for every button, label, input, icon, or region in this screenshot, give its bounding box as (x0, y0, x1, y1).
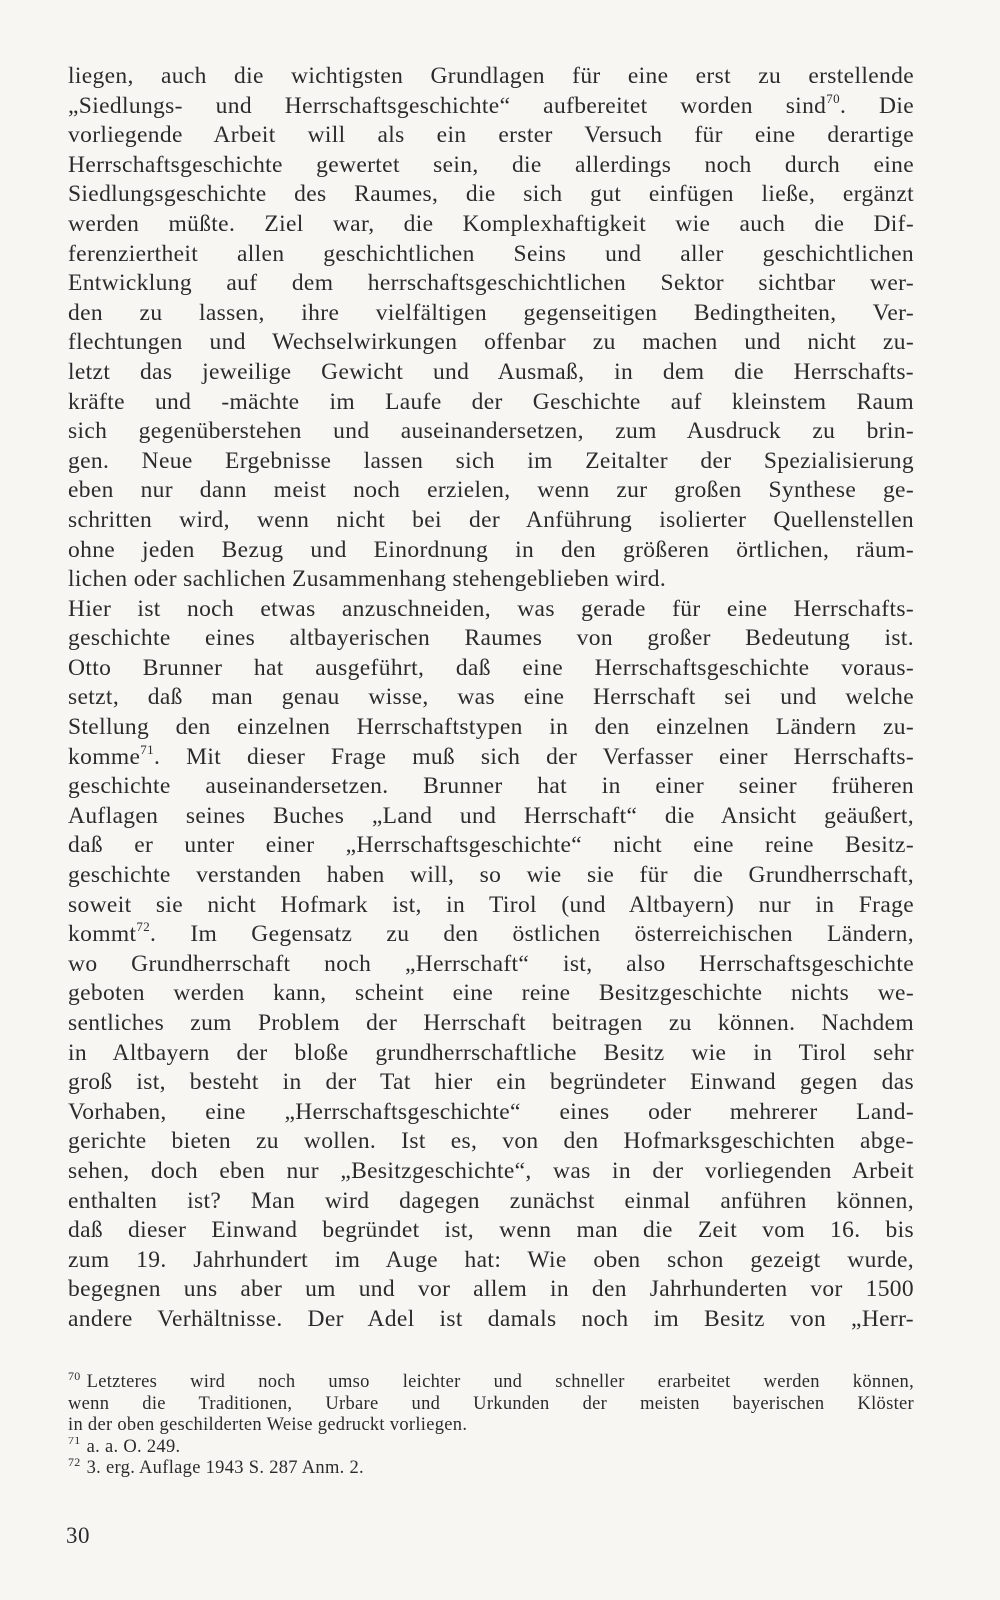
text-line-content: Auflagen seines Buches „Land und Herrschaft“ die Ansicht geäußert, (68, 802, 914, 829)
footnote-number: 70 (68, 1372, 81, 1383)
text-line-content: Stellung den einzelnen Herrschaftstypen in den einzelnen Ländern zu- (68, 714, 914, 741)
text-line-content: daß dieser Einwand begründet ist, wenn man die Zeit vom 16. bis (68, 1217, 914, 1244)
text-line (68, 979, 914, 1009)
text-line (68, 1157, 914, 1187)
text-line-content: „Siedlungs- und Herrschaftsgeschichte“ aufbereitet worden sind (68, 92, 827, 119)
text-line-content: kräfte und -mächte im Laufe der Geschichte auf kleinstem Raum (68, 388, 914, 415)
text-line-content: wo Grundherrschaft noch „Herrschaft“ ist, also Herrschaftsgeschichte (68, 950, 914, 977)
text-line (68, 299, 914, 329)
text-line-content: schritten wird, wenn nicht bei der Anführung isolierter Quellenstellen (68, 506, 914, 533)
text-line-content: kommt (68, 921, 137, 948)
text-line-content: ferenziertheit allen geschichtlichen Seins und aller geschichtlichen (68, 240, 914, 267)
footnote-line (68, 1394, 914, 1416)
text-line-content: begegnen uns aber um und vor allem in den Jahrhunderten vor 1500 (68, 1276, 914, 1303)
text-line-content: Entwicklung auf dem herrschaftsgeschichtlichen Sektor sichtbar wer- (68, 270, 914, 297)
text-line-content: eben nur dann meist noch erzielen, wenn zur großen Synthese ge- (68, 477, 914, 504)
footnote-number: 71 (68, 1436, 81, 1448)
text-line (68, 802, 914, 832)
text-line (68, 151, 914, 181)
text-line-content: daß er unter einer „Herrschaftsgeschichte“ nicht eine reine Besitz- (68, 832, 914, 859)
text-line-content: komme (68, 743, 141, 770)
text-line-content: zum 19. Jahrhundert im Auge hat: Wie oben schon gezeigt wurde, (68, 1246, 914, 1273)
text-line (68, 358, 914, 388)
text-line (68, 388, 914, 418)
text-line (68, 1039, 914, 1069)
text-line (68, 240, 914, 270)
text-line-content: in Altbayern der bloße grundherrschaftliche Besitz wie in Tirol sehr (68, 1039, 914, 1066)
text-line-content: gerichte bieten zu wollen. Ist es, von den Hofmarksgeschichten abge- (68, 1128, 914, 1155)
text-line-content: den zu lassen, ihre vielfältigen gegenseitigen Bedingtheiten, Ver- (68, 299, 914, 326)
text-line-content: enthalten ist? Man wird dagegen zunächst einmal anführen können, (68, 1187, 914, 1214)
main-text (68, 62, 914, 1335)
text-line (68, 743, 914, 773)
text-line (68, 210, 914, 240)
text-line-content: Vorhaben, eine „Herrschaftsgeschichte“ eines oder mehrerer Land- (68, 1098, 914, 1125)
text-line (68, 476, 914, 506)
text-line (68, 920, 914, 950)
text-line (68, 269, 914, 299)
text-line (68, 92, 914, 122)
text-line-content: gen. Neue Ergebnisse lassen sich im Zeitalter der Spezialisierung (68, 447, 914, 474)
text-line-content: sentliches zum Problem der Herrschaft beitragen zu können. Nachdem (68, 1010, 914, 1036)
text-line (68, 950, 914, 980)
text-line (68, 713, 914, 743)
text-line-content: flechtungen und Wechselwirkungen offenbar zu machen und nicht zu- (68, 329, 914, 356)
text-line (68, 121, 914, 151)
text-line (68, 595, 914, 625)
text-line (68, 1127, 914, 1157)
footnote-text: in der oben geschilderten Weise gedruckt vorliegen. (68, 1415, 468, 1435)
text-line (68, 1216, 914, 1246)
page-number: 30 (66, 1523, 90, 1548)
text-line-content: geschichte verstanden haben will, so wie sie für die Grundherrschaft, (68, 862, 914, 889)
footnote-reference: 72 (136, 920, 151, 935)
text-line (68, 831, 914, 861)
text-line (68, 654, 914, 684)
text-line (68, 180, 914, 210)
text-line-content: Otto Brunner hat ausgeführt, daß eine Herrschaftsgeschichte voraus- (68, 654, 914, 681)
text-line (68, 536, 914, 566)
text-line (68, 1068, 914, 1098)
footnotes (68, 1372, 914, 1480)
footnote-line (68, 1415, 914, 1437)
text-line-continuation: . Die (839, 92, 914, 119)
text-line-content: werden müßte. Ziel war, die Komplexhaftigkeit wie auch die Dif- (68, 210, 914, 237)
text-line-content: andere Verhältnisse. Der Adel ist damals noch im Besitz von „Herr- (68, 1305, 914, 1332)
text-line-content: soweit sie nicht Hofmark ist, in Tirol (und Altbayern) nur in Frage (68, 891, 914, 918)
text-line (68, 506, 914, 536)
text-line (68, 772, 914, 802)
text-line (68, 1275, 914, 1305)
text-line-content: vorliegende Arbeit will als ein erster Versuch für eine derartige (68, 122, 914, 149)
text-line (68, 891, 914, 921)
footnote-line (68, 1458, 914, 1480)
text-line (68, 1246, 914, 1276)
text-line (68, 328, 914, 358)
footnote-line (68, 1372, 914, 1394)
text-line-content: sehen, doch eben nur „Besitzgeschichte“, was in der vorliegenden Arbeit (68, 1157, 914, 1184)
text-line (68, 1098, 914, 1128)
footnote-text: Letzteres wird noch umso leichter und schneller erarbeitet werden können, (86, 1372, 914, 1392)
footnote-line (68, 1437, 914, 1459)
text-line-content: liegen, auch die wichtigsten Grundlagen für eine erst zu erstellende (68, 63, 914, 89)
text-line-content: Siedlungsgeschichte des Raumes, die sich gut einfügen ließe, ergänzt (68, 181, 914, 208)
text-line-content: groß ist, besteht in der Tat hier ein begründeter Einwand gegen das (68, 1069, 914, 1096)
text-line-content: Herrschaftsgeschichte gewertet sein, die allerdings noch durch eine (68, 151, 914, 178)
text-line-content: geschichte auseinandersetzen. Brunner hat in einer seiner früheren (68, 773, 914, 800)
text-line-content: geboten werden kann, scheint eine reine Besitzgeschichte nichts we- (68, 980, 914, 1007)
footnote-reference: 70 (826, 91, 840, 106)
text-line (68, 417, 914, 447)
text-line-content: letzt das jeweilige Gewicht und Ausmaß, in dem die Herrschafts- (68, 358, 914, 385)
footnote-number: 72 (68, 1458, 81, 1469)
footnote-text: 3. erg. Auflage 1943 S. 287 Anm. 2. (86, 1458, 364, 1478)
text-line (68, 683, 914, 713)
text-line (68, 861, 914, 891)
text-line-content: Hier ist noch etwas anzuschneiden, was gerade für eine Herrschafts- (68, 595, 914, 622)
footnote-text: wenn die Traditionen, Urbare und Urkunden der meisten bayerischen Klöster (68, 1393, 914, 1414)
text-line-continuation: . Mit dieser Frage muß sich der Verfasser einer Herrschafts- (153, 743, 914, 770)
text-line (68, 62, 914, 92)
text-line-content: ohne jeden Bezug und Einordnung in den größeren örtlichen, räum- (68, 536, 914, 563)
text-line (68, 1305, 914, 1335)
text-line-content: lichen oder sachlichen Zusammenhang stehengeblieben wird. (68, 566, 667, 593)
text-line-continuation: . Im Gegensatz zu den östlichen österreichischen Ländern, (150, 921, 914, 948)
footnote-reference: 71 (140, 742, 154, 757)
text-line-content: geschichte eines altbayerischen Raumes von großer Bedeutung ist. (68, 625, 914, 652)
text-line-content: sich gegenüberstehen und auseinandersetzen, zum Ausdruck zu brin- (68, 418, 914, 445)
text-line (68, 565, 914, 595)
text-line (68, 1009, 914, 1039)
text-line (68, 624, 914, 654)
text-line (68, 447, 914, 477)
text-line (68, 1187, 914, 1217)
footnote-text: a. a. O. 249. (86, 1436, 181, 1457)
text-line-content: setzt, daß man genau wisse, was eine Herrschaft sei und welche (68, 684, 914, 711)
page-body (68, 62, 914, 1335)
